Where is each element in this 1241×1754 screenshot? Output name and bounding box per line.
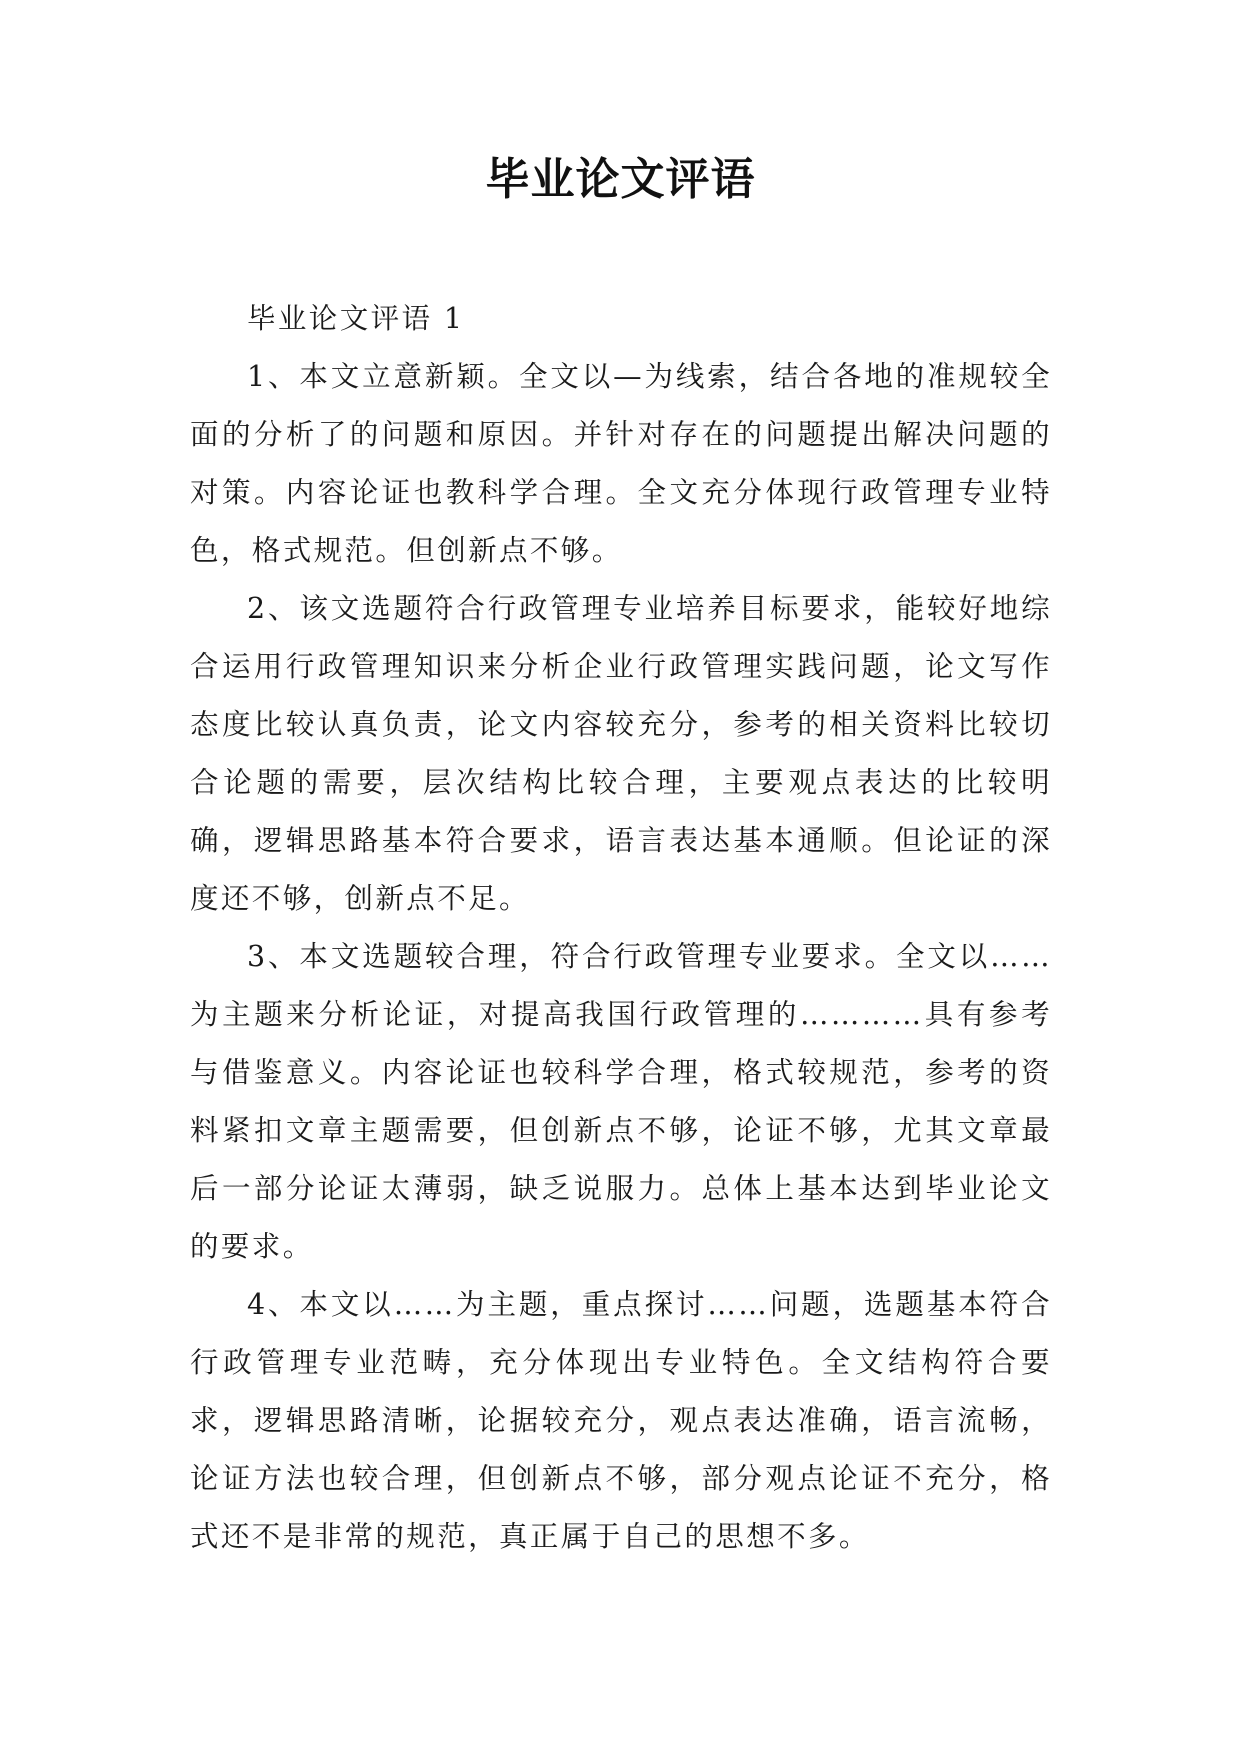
comment-paragraph-1: 1、本文立意新颖。全文以—为线索，结合各地的准规较全面的分析了的问题和原因。并针对存在的问题提出解决问题的对策。内容论证也教科学合理。全文充分体现行政管理专业特色，格式规范。但创新点不够。 bbox=[190, 360, 1052, 567]
comment-paragraph-2: 2、该文选题符合行政管理专业培养目标要求，能较好地综合运用行政管理知识来分析企业行政管理实践问题，论文写作态度比较认真负责，论文内容较充分，参考的相关资料比较切合论题的需要，层次结构比较合理，主要观点表达的比较明确，逻辑思路基本符合要求，语言表达基本通顺。但论证的深度还不够，创新点不足。 bbox=[190, 592, 1052, 915]
document-title: 毕业论文评语 bbox=[485, 154, 756, 205]
comment-paragraph-3: 3、本文选题较合理，符合行政管理专业要求。全文以……为主题来分析论证，对提高我国行政管理的…………具有参考与借鉴意义。内容论证也较科学合理，格式较规范，参考的资料紧扣文章主题需要，但创新点不够，论证不够，尤其文章最后一部分论证太薄弱，缺乏说服力。总体上基本达到毕业论文的要求。 bbox=[190, 940, 1052, 1263]
section-heading: 毕业论文评语 1 bbox=[247, 302, 465, 335]
comment-paragraph-4: 4、本文以……为主题，重点探讨……问题，选题基本符合行政管理专业范畴，充分体现出专业特色。全文结构符合要求，逻辑思路清晰，论据较充分，观点表达准确，语言流畅，论证方法也较合理，但创新点不够，部分观点论证不充分，格式还不是非常的规范，真正属于自己的思想不多。 bbox=[190, 1288, 1052, 1553]
document-body bbox=[190, 290, 1052, 1566]
